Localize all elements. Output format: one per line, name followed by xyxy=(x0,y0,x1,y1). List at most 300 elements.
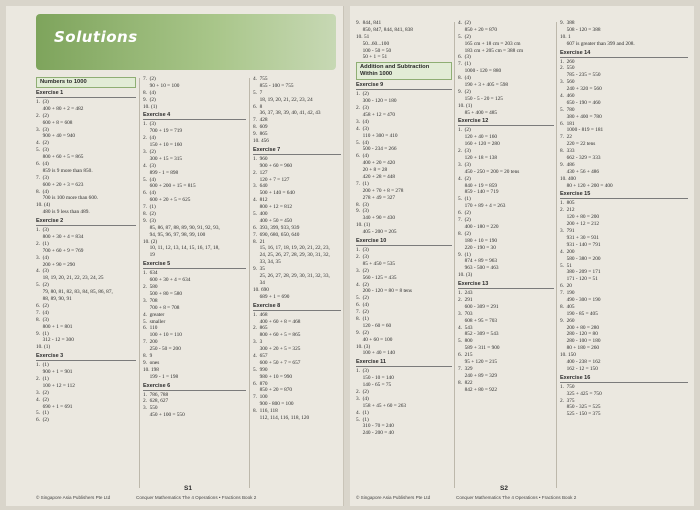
answer-line: 100 + 12 = 112 xyxy=(36,382,75,389)
answer-line: 600 + 200 + 15 = 815 xyxy=(143,183,196,190)
answer-line: 400 + 50 = 450 xyxy=(253,217,293,224)
answer-line: 4. 460 xyxy=(560,93,575,100)
answer-line: 2. (2) xyxy=(356,388,369,395)
answer-line: 8. 116, 118 xyxy=(253,408,278,415)
answer-line: 400 + 80 + 2 = 482 xyxy=(36,105,84,112)
answer-line: 300 + 20 + 5 = 325 xyxy=(253,346,301,353)
answer-line: 3. 550 xyxy=(143,405,158,412)
exercise-heading: Exercise 8 xyxy=(253,303,341,311)
answer-line: 842 + 80 = 922 xyxy=(458,386,498,393)
answer-line: 490 - 300 = 190 xyxy=(560,296,601,303)
answer-line: 690 + 1 = 691 xyxy=(36,403,73,410)
answer-line: 689 + 1 = 690 xyxy=(253,293,290,300)
answer-line: 4. 543 xyxy=(458,324,473,331)
answer-line: 5. 51 xyxy=(560,262,572,269)
answer-line: 310 - 70 = 240 xyxy=(356,423,394,430)
answer-line: 6. (4) xyxy=(143,190,156,197)
answer-line: 380 - 209 = 171 xyxy=(560,269,601,276)
answer-line: 3. (4) xyxy=(356,118,369,125)
answer-line: 600 - 309 = 291 xyxy=(458,303,499,310)
answer-line: 800 + 12 = 812 xyxy=(253,204,293,211)
answer-line: 500 - 234 = 266 xyxy=(356,146,397,153)
exercise-heading: Exercise 12 xyxy=(458,118,554,126)
answer-line: 4. (2) xyxy=(458,20,471,26)
section-heading: Numbers to 1000 xyxy=(36,77,136,88)
answer-line: 200 - 120 = 80 = 8 tens xyxy=(356,288,412,295)
answer-line: 3. 640 xyxy=(253,183,268,190)
answer-line: 850 + 20 = 870 xyxy=(253,387,293,394)
exercise-heading: Exercise 6 xyxy=(143,383,246,391)
answer-line: 2. 550 xyxy=(560,65,575,72)
exercise-heading: Exercise 10 xyxy=(356,238,452,246)
answer-line: 10. 198 xyxy=(143,366,159,373)
answer-line: 34 xyxy=(253,279,265,286)
answer-line: 8. (3) xyxy=(356,201,369,208)
exercise-heading: Exercise 16 xyxy=(560,375,688,383)
answer-line: 3. 3 xyxy=(253,339,263,346)
answer-line: 700 + 19 = 719 xyxy=(143,128,183,135)
answer-line: 1. (1) xyxy=(36,362,49,369)
answer-line: 4. 200 xyxy=(560,248,575,255)
exercise-heading: Exercise 13 xyxy=(458,281,554,289)
answer-line: 800 + 60 + 5 = 865 xyxy=(36,154,84,161)
answer-line: 785 - 235 = 550 xyxy=(560,72,601,79)
answer-line: 200 + 80 = 280 xyxy=(560,324,600,331)
answer-line: 8. 9 xyxy=(143,352,153,359)
answer-line: 5. (1) xyxy=(458,196,471,203)
answer-line: 6. 393, 399, 933, 939 xyxy=(253,224,300,231)
answer-line: 600 + 20 + 3 = 623 xyxy=(36,181,84,188)
answer-line: 240 + 320 = 560 xyxy=(560,86,602,93)
answer-line: 1. 260 xyxy=(560,58,575,65)
answer-line: 1. 750 xyxy=(560,383,575,390)
answer-line: 900 - 800 = 100 xyxy=(253,401,294,408)
answer-line: 50...60...100 xyxy=(356,40,390,47)
answer-line: 1000 - 819 = 181 xyxy=(560,127,604,134)
answer-line: 7. 190 xyxy=(560,290,575,297)
answer-line: 280 - 120 = 80 xyxy=(560,331,598,338)
answer-line: 5. smaller xyxy=(143,318,166,325)
answer-line: 110 + 300 = 410 xyxy=(356,132,398,139)
answer-line: 5. 990 xyxy=(253,366,268,373)
answer-line: 312 - 12 = 300 xyxy=(36,337,74,344)
answer-line: 18, 19, 20, 21, 22, 23, 24, 25 xyxy=(36,275,104,282)
answer-line: 10. 51 xyxy=(356,33,370,40)
exercise-heading: Exercise 1 xyxy=(36,90,136,98)
answer-line: 300 + 15 = 315 xyxy=(143,155,183,162)
answer-line: 9. (2) xyxy=(143,96,156,103)
answer-line: 2. (3) xyxy=(458,148,471,155)
answer-line: 4. (1) xyxy=(356,409,369,416)
answer-line: 85 + 450 = 535 xyxy=(356,260,396,267)
answer-line: 8. (1) xyxy=(356,315,369,322)
answer-line: 2. (1) xyxy=(36,375,49,382)
answer-line: 170 + 89 + 4 = 263 xyxy=(458,203,506,210)
answer-line: 6. 870 xyxy=(253,380,268,387)
exercise-heading: Exercise 2 xyxy=(36,218,136,226)
answer-line: 100 + 40 = 140 xyxy=(356,350,396,357)
answer-line: 525 - 150 = 375 xyxy=(560,411,601,418)
answer-line: 5. (4) xyxy=(356,139,369,146)
answer-line: 5. (2) xyxy=(458,33,471,40)
answer-line: 3. 791 xyxy=(560,228,575,235)
answer-line: 900 + 60 = 960 xyxy=(253,162,293,169)
answer-line: 8. (2) xyxy=(458,230,471,237)
answer-line: 120 + 40 = 160 xyxy=(458,134,498,141)
answer-line: 1. 243 xyxy=(458,290,473,297)
answer-line: 150 + 10 = 160 xyxy=(143,142,183,149)
answer-line: 9. (2) xyxy=(458,88,471,95)
answer-line: 931 + 30 = 931 xyxy=(560,234,600,241)
answer-line: 900 + 40 = 940 xyxy=(36,133,76,140)
answer-line: 6. 8 xyxy=(253,103,263,110)
answer-line: 7. (1) xyxy=(356,180,369,187)
right-column-2 xyxy=(458,20,554,491)
answer-line: 150 - 10 = 140 xyxy=(356,375,394,382)
answer-line: 4. greater xyxy=(143,311,165,318)
answer-line: 6. (4) xyxy=(356,302,369,309)
answer-line: 190 - 85 = 405 xyxy=(560,310,598,317)
answer-line: 100 + 10 = 110 xyxy=(143,332,182,339)
left-column-3 xyxy=(253,76,341,491)
answer-line: 240 - 200 = 40 xyxy=(356,430,394,437)
answer-line: 7. 428 xyxy=(253,117,268,124)
answer-line: 4. (2) xyxy=(36,396,49,403)
exercise-heading: Exercise 5 xyxy=(143,261,246,269)
answer-line: 700 + 8 = 708 xyxy=(143,304,180,311)
answer-line: 240 + 89 = 329 xyxy=(458,372,498,379)
answer-line: 7. (2) xyxy=(458,217,471,224)
publisher-credit: © Singapore Asia Publishers Pte Ltd xyxy=(356,495,431,500)
answer-line: 450 + 100 = 550 xyxy=(143,412,185,419)
answer-line: 9. 865 xyxy=(253,131,268,138)
answer-line: 580 - 380 = 200 xyxy=(560,255,601,262)
answer-line: 600 + 30 + 4 = 634 xyxy=(143,277,191,284)
answer-line: 2. 628, 627 xyxy=(143,398,169,405)
answer-line: 33, 34, 35 xyxy=(253,259,281,266)
answer-line: 4. (2) xyxy=(356,281,369,288)
answer-line: 2. 375 xyxy=(560,397,575,404)
answer-line: 3. (3) xyxy=(36,126,49,133)
answer-line: 1. (3) xyxy=(36,99,49,105)
answer-line: 1. (3) xyxy=(143,121,156,128)
answer-line: 9. 35 xyxy=(253,266,265,273)
answer-line: 190 + 3 + 405 = 598 xyxy=(458,82,509,89)
answer-line: 8. 822 xyxy=(458,379,473,386)
answer-line: 18, 19, 20, 21, 22, 23, 24 xyxy=(253,96,313,103)
answer-line: 2. 580 xyxy=(143,284,158,291)
answer-line: 9. 486 xyxy=(560,161,575,168)
answer-line: 6. (2) xyxy=(36,302,49,309)
section-heading: Addition and Subtraction Within 1000 xyxy=(356,62,452,80)
answer-line: 120 + 7 = 127 xyxy=(253,176,290,183)
answer-line: 250 - 50 = 200 xyxy=(143,346,181,353)
answer-line: 589 + 311 = 900 xyxy=(458,345,500,352)
answer-line: 7. (1) xyxy=(458,61,471,68)
answer-line: 9. (1) xyxy=(458,251,471,258)
column-divider xyxy=(139,78,140,488)
answer-line: 963 - 500 = 463 xyxy=(458,265,499,272)
answer-line: 4. 812 xyxy=(253,197,268,204)
answer-line: 9. (1) xyxy=(36,330,49,337)
answer-line: 220 - 190 = 30 xyxy=(458,244,496,251)
answer-line: 8. (4) xyxy=(458,75,471,82)
left-column-2 xyxy=(143,76,246,491)
answer-line: 5. (1) xyxy=(36,410,49,417)
answer-line: 9. 388 xyxy=(560,20,575,26)
answer-line: 600 + 20 + 5 = 625 xyxy=(143,197,191,204)
answer-line: 10. (3) xyxy=(356,343,371,350)
exercise-heading: Exercise 15 xyxy=(560,191,688,199)
column-divider xyxy=(454,22,455,488)
answer-line: 9. 844, 841 xyxy=(356,20,382,26)
page-number: S1 xyxy=(184,485,192,492)
answer-line: 3. (2) xyxy=(143,149,156,156)
answer-line: 140 - 65 = 75 xyxy=(356,382,392,389)
answer-line: 859 is 9 more than 850. xyxy=(36,167,93,174)
answer-line: 278 + 49 = 327 xyxy=(356,194,396,201)
answer-line: 9. (3) xyxy=(356,208,369,215)
exercise-heading: Exercise 11 xyxy=(356,359,452,367)
answer-line: 2. (3) xyxy=(356,253,369,260)
answer-line: 700 + 60 + 9 = 769 xyxy=(36,247,84,254)
answer-line: 8. (2) xyxy=(143,211,156,218)
answer-line: 900 + 1 = 901 xyxy=(36,369,73,376)
answer-line: 855 - 100 = 755 xyxy=(253,82,294,89)
column-divider xyxy=(556,22,557,488)
answer-line: 850, 847, 844, 841, 838 xyxy=(356,26,413,33)
answer-line: 931 - 140 = 791 xyxy=(560,241,601,248)
answer-line: 220 = 22 tens xyxy=(560,141,596,148)
answer-line: 4. (2) xyxy=(458,175,471,182)
exercise-heading: Exercise 14 xyxy=(560,50,688,58)
answer-line: 165 cm + 18 cm = 203 cm xyxy=(458,40,521,47)
answer-line: 5. 780 xyxy=(560,106,575,113)
answer-line: 300 - 120 = 180 xyxy=(356,98,397,105)
answer-line: 7. 22 xyxy=(560,134,572,141)
answer-line: 162 - 12 = 150 xyxy=(560,365,598,372)
page-number: S2 xyxy=(500,485,508,492)
answer-line: 1. 805 xyxy=(560,200,575,207)
answer-line: 850 + 20 = 870 xyxy=(458,26,498,33)
answer-line: 980 + 10 = 990 xyxy=(253,373,293,380)
answer-line: 20 + 8 = 28 xyxy=(356,167,388,174)
answer-line: 90 + 10 = 100 xyxy=(143,82,180,89)
answer-line: 325 + 425 = 750 xyxy=(560,390,602,397)
answer-line: 1. (3) xyxy=(356,368,369,375)
answer-line: 3. (3) xyxy=(458,161,471,168)
right-column-3 xyxy=(560,20,688,491)
answer-line: 4. (2) xyxy=(36,140,49,147)
answer-line: 1000 - 120 = 880 xyxy=(458,68,502,75)
right-page xyxy=(350,6,694,506)
answer-line: 4. 657 xyxy=(253,352,268,359)
answer-line: 24, 25, 26, 27, 28, 29, 30, 31, 32, xyxy=(253,252,330,259)
answer-line: 7. 690, 680, 650, 640 xyxy=(253,231,300,238)
answer-line: 7. 329 xyxy=(458,365,473,372)
answer-line: 859 - 140 = 719 xyxy=(458,189,499,196)
answer-line: 10. (4) xyxy=(36,202,51,209)
left-page xyxy=(6,6,344,506)
answer-line: 6. (4) xyxy=(36,161,49,168)
answer-line: 2. 212 xyxy=(560,207,575,214)
answer-line: 85 + 400 = 485 xyxy=(458,109,498,116)
answer-line: 1. 786, 788 xyxy=(143,391,169,398)
answer-line: 2. 291 xyxy=(458,296,473,303)
answer-line: 10. 456 xyxy=(253,138,269,145)
answer-line: 1. (2) xyxy=(356,91,369,98)
answer-line: 171 - 120 = 51 xyxy=(560,276,598,283)
answer-line: 874 + 89 = 963 xyxy=(458,258,498,265)
answer-line: 800 + 1 = 801 xyxy=(36,323,73,330)
answer-line: 8. 405 xyxy=(560,303,575,310)
answer-line: 1. (2) xyxy=(458,127,471,134)
answer-line: 7. 100 xyxy=(253,394,268,401)
answer-line: 8. (3) xyxy=(36,316,49,323)
answer-line: 450 - 250 = 200 = 20 tens xyxy=(458,168,520,175)
answer-line: 79, 80, 81, 82, 83, 84, 85, 86, 87, xyxy=(36,289,113,296)
answer-line: 480 is 9 less than 489. xyxy=(36,209,90,216)
answer-line: 10. (1) xyxy=(356,222,371,229)
answer-line: 430 + 56 + 486 xyxy=(560,168,600,175)
answer-line: 5. (1) xyxy=(356,416,369,423)
answer-line: 8. 21 xyxy=(253,238,265,245)
answer-line: 340 + 90 = 430 xyxy=(356,215,396,222)
answer-line: 2. (2) xyxy=(36,112,49,119)
answer-line: 10. 690 xyxy=(253,286,269,293)
answer-line: 6. 110 xyxy=(143,325,158,332)
answer-line: 80 + 180 = 260 xyxy=(560,345,600,352)
answer-line: 3. 708 xyxy=(143,297,158,304)
answer-line: 650 - 190 = 460 xyxy=(560,99,601,106)
answer-line: 800 + 60 + 5 = 865 xyxy=(253,332,301,339)
answer-line: 5. 800 xyxy=(458,338,473,345)
answer-line: 3. (4) xyxy=(356,395,369,402)
answer-line: 6. 215 xyxy=(458,352,473,359)
answer-line: 3. (4) xyxy=(36,254,49,261)
answer-line: 560 - 125 = 435 xyxy=(356,274,397,281)
answer-line: 2. (1) xyxy=(36,240,49,247)
answer-line: 400 - 180 = 220 xyxy=(458,223,499,230)
answer-line: 380 + 400 = 780 xyxy=(560,113,602,120)
answer-line: 200 + 70 + 8 = 278 xyxy=(356,187,404,194)
answer-line: 120 + 18 = 138 xyxy=(458,155,498,162)
answer-line: 608 + 95 = 703 xyxy=(458,317,498,324)
right-column-1 xyxy=(356,20,452,491)
answer-line: 405 - 200 = 205 xyxy=(356,229,397,236)
answer-line: 7. 200 xyxy=(143,339,158,346)
answer-line: 5. (2) xyxy=(36,282,49,289)
answer-line: 7. (1) xyxy=(143,204,156,211)
answer-line: 6. (3) xyxy=(458,54,471,61)
answer-line: 662 - 329 = 333 xyxy=(560,155,601,162)
answer-line: 899 - 1 = 898 xyxy=(143,169,179,176)
answer-line: 10. (1) xyxy=(458,102,473,109)
answer-line: 112, 114, 116, 118, 120 xyxy=(253,414,310,421)
answer-line: 5. (2) xyxy=(356,295,369,302)
answer-line: 8. 609 xyxy=(253,124,268,131)
answer-line: 7. (2) xyxy=(356,309,369,316)
answer-line: 852 - 309 = 543 xyxy=(458,331,499,338)
answer-line: 95 + 120 = 215 xyxy=(458,358,498,365)
answer-line: 458 + 12 = 470 xyxy=(356,112,396,119)
answer-line: 150 - 5 - 20 = 125 xyxy=(458,95,503,102)
answer-line: 10. (1) xyxy=(36,344,51,351)
answer-line: 6. (2) xyxy=(458,210,471,217)
answer-line: 120 - 60 = 60 xyxy=(356,322,392,329)
answer-line: 1. (3) xyxy=(36,227,49,234)
publisher-credit: © Singapore Asia Publishers Pte Ltd xyxy=(36,495,111,500)
answer-line: 420 + 28 = 448 xyxy=(356,174,396,181)
answer-line: 200 + 12 = 212 xyxy=(560,221,600,228)
answer-line: 7. (4) xyxy=(36,309,49,316)
answer-line: 5. 7 xyxy=(253,89,263,96)
answer-line: 1. 468 xyxy=(253,311,268,318)
answer-line: 2. (4) xyxy=(143,135,156,142)
exercise-heading: Exercise 3 xyxy=(36,353,136,361)
answer-line: 10. 150 xyxy=(560,352,576,359)
answer-line: 850 - 325 = 525 xyxy=(560,404,601,411)
answer-line: 840 + 19 = 859 xyxy=(458,182,498,189)
answer-line: 9. ones xyxy=(143,359,160,366)
answer-line: 4. 755 xyxy=(253,76,268,82)
answer-line: 800 + 30 + 4 = 834 xyxy=(36,234,84,241)
answer-line: 2. 127 xyxy=(253,169,268,176)
answer-line: 100 - 50 = 50 xyxy=(356,47,392,54)
answer-line: 6. 20 xyxy=(560,283,572,290)
answer-line: 160 + 120 = 280 xyxy=(458,141,500,148)
page-title: Solutions xyxy=(54,28,138,46)
answer-line: 600 + 50 + 7 = 657 xyxy=(253,359,301,366)
answer-line: 10. (1) xyxy=(143,103,158,110)
answer-line: 5. (4) xyxy=(143,176,156,183)
answer-line: 400 + 60 + 8 = 468 xyxy=(253,318,301,325)
answer-line: 25, 26, 27, 28, 29, 30, 31, 32, 33, xyxy=(253,273,330,280)
answer-line: 500 + 140 = 640 xyxy=(253,190,295,197)
answer-line: 5. (3) xyxy=(36,147,49,154)
answer-line: 600 + 8 = 608 xyxy=(36,119,73,126)
answer-line: 19 xyxy=(143,252,155,259)
answer-line: 6. 181 xyxy=(560,120,575,127)
answer-line: 4. (3) xyxy=(143,162,156,169)
answer-line: 3. (2) xyxy=(36,389,49,396)
exercise-heading: Exercise 9 xyxy=(356,82,452,90)
answer-line: 183 cm + 205 cm = 388 cm xyxy=(458,47,524,54)
answer-line: 15, 16, 17, 18, 19, 20, 21, 22, 23, xyxy=(253,245,330,252)
answer-line: 508 - 120 = 388 xyxy=(560,26,601,33)
answer-line: 180 + 10 = 190 xyxy=(458,237,498,244)
answer-line: 10. 400 xyxy=(560,175,576,182)
exercise-heading: Exercise 7 xyxy=(253,147,341,155)
answer-line: 10. 1 xyxy=(560,33,571,40)
answer-line: 200 + 90 = 290 xyxy=(36,261,76,268)
answer-line: 6. (4) xyxy=(356,153,369,160)
answer-line: 9. (2) xyxy=(356,329,369,336)
answer-line: 36, 37, 38, 39, 40, 41, 42, 43 xyxy=(253,110,321,117)
answer-line: 2. 865 xyxy=(253,325,268,332)
answer-line: 400 + 20 = 420 xyxy=(356,160,396,167)
answer-line: 607 is greater than 399 and 208. xyxy=(560,40,635,47)
answer-line: 6. (2) xyxy=(36,417,49,424)
answer-line: 500 + 80 = 580 xyxy=(143,290,183,297)
answer-line: 2. (3) xyxy=(356,105,369,112)
answer-line: 400 - 238 = 162 xyxy=(560,358,601,365)
answer-line: 80 + 120 + 200 = 400 xyxy=(560,182,613,189)
column-divider xyxy=(249,78,250,488)
answer-line: 9. (3) xyxy=(143,217,156,224)
answer-line: 3. 560 xyxy=(560,79,575,86)
answer-line: 4. (3) xyxy=(36,268,49,275)
